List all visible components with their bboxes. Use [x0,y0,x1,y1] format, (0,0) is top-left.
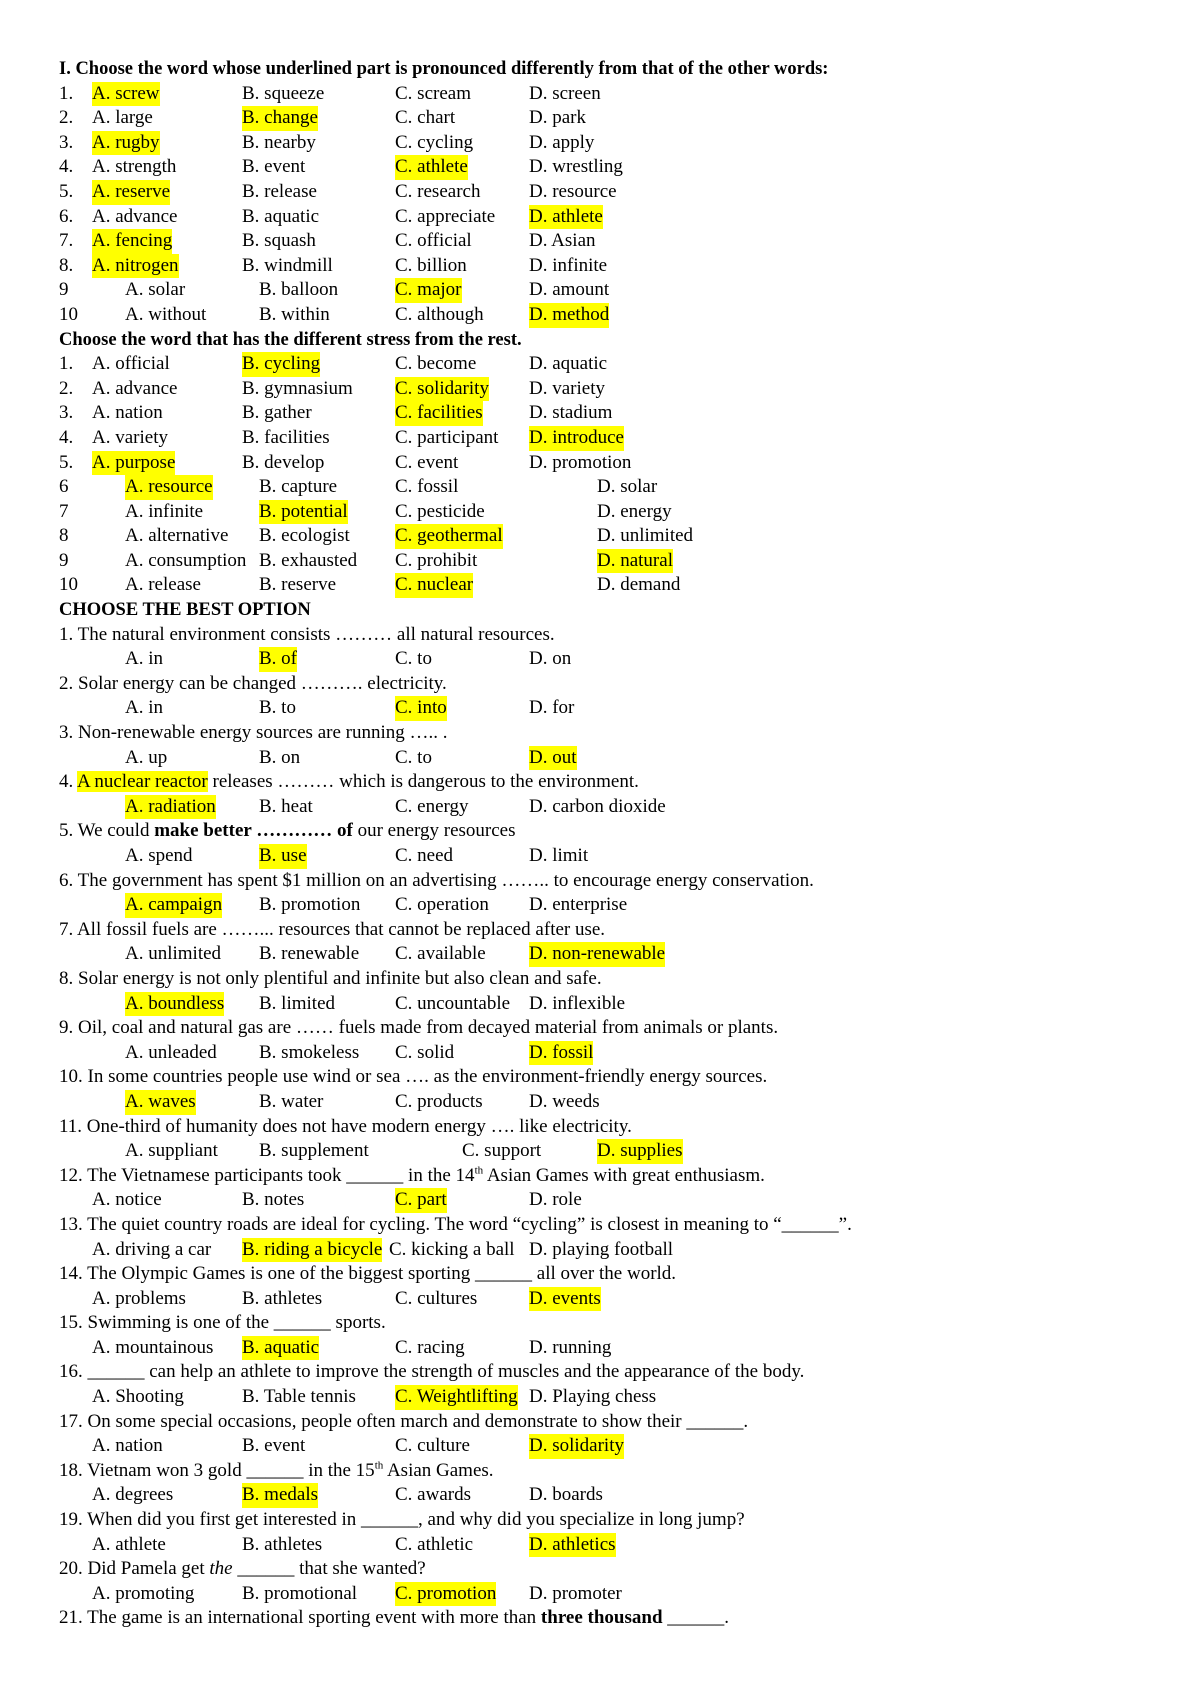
option-b: B. heat [259,795,313,817]
option-b: B. of [259,647,297,672]
option-a: A. official [92,353,170,375]
option-b: B. event [242,156,306,178]
option-d: D. enterprise [529,894,628,916]
option-c: C. awards [395,1484,471,1506]
option-b: B. cycling [242,352,320,377]
option-b: B. develop [242,451,325,473]
option-d: D. supplies [597,1139,683,1164]
option-a: A. fencing [92,229,172,254]
section2-item [59,573,1159,598]
item-number: 8. [59,254,74,276]
question-stem: 8. Solar energy is not only plentiful and infinite but also clean and safe. [59,967,602,989]
option-d: D. promotion [529,451,632,473]
option-a: A. unlimited [125,943,222,965]
option-c: C. part [395,1188,447,1213]
option-a: A. nation [92,402,163,424]
option-c: C. available [395,943,486,965]
item-number: 8 [59,525,69,547]
option-c: C. solidarity [395,377,489,402]
question-stem [59,1164,765,1189]
section2-title [59,328,1159,353]
option-b: B. athletes [242,1533,323,1555]
question-9-options [59,1041,1159,1066]
question-stem: 7. All fossil fuels are ……... resources that cannot be replaced after use. [59,918,606,940]
item-number: 7 [59,500,69,522]
option-b: B. on [259,746,301,768]
question-6 [59,869,1159,894]
option-a: A. consumption [125,549,247,571]
stem-part: 12. The Vietnamese participants took ______ in the 14 [59,1164,475,1186]
question-4 [59,770,1159,795]
option-c: C. uncountable [395,992,511,1014]
option-b: B. windmill [242,254,333,276]
option-b: B. aquatic [242,205,320,227]
section2-item [59,426,1159,451]
option-a: A. nation [92,1435,163,1457]
option-a: A. reserve [92,180,170,205]
option-a: A. driving a car [92,1238,212,1260]
section1-item [59,303,1159,328]
question-12-options [59,1188,1159,1213]
option-b: B. event [242,1435,306,1457]
option-c: C. promotion [395,1582,496,1607]
item-number: 1. [59,353,74,375]
option-d: D. carbon dioxide [529,795,666,817]
question-14 [59,1262,1159,1287]
worksheet [59,57,1159,1631]
option-d: D. unlimited [597,525,694,547]
question-7 [59,918,1159,943]
option-b: B. balloon [259,279,339,301]
option-c: C. fossil [395,476,459,498]
stem-part: Asian Games. [383,1459,494,1481]
option-a: A. without [125,303,207,325]
section2-item [59,500,1159,525]
option-b: B. water [259,1090,324,1112]
option-c: C. although [395,303,484,325]
option-c: C. scream [395,82,471,104]
option-d: D. variety [529,377,605,399]
option-c: C. need [395,845,454,866]
option-d: D. aquatic [529,353,608,375]
section1-item [59,180,1159,205]
question-stem: 19. When did you first get interested in ______, and why did you specialize in long jump? [59,1509,745,1531]
question-stem: 9. Oil, coal and natural gas are …… fuels made from decayed material from animals or plants. [59,1017,779,1039]
option-a: A. Shooting [92,1386,184,1408]
question-10 [59,1065,1159,1090]
question-17-options [59,1434,1159,1459]
option-b: B. promotional [242,1582,358,1604]
question-stem [59,1606,729,1631]
question-stem [59,770,639,795]
option-a: A. problems [92,1287,186,1309]
question-7-options [59,942,1159,967]
option-b: B. use [259,844,307,869]
question-20 [59,1557,1159,1582]
stem-part: 4. [59,771,77,793]
question-19 [59,1508,1159,1533]
section1-item [59,82,1159,107]
option-d: D. wrestling [529,156,623,178]
option-d: D. inflexible [529,992,626,1014]
option-d: D. solidarity [529,1434,624,1459]
option-c: C. kicking a ball [389,1238,515,1260]
option-c: C. pesticide [395,500,485,522]
option-d: D. playing football [529,1238,674,1260]
option-c: C. Weightlifting [395,1385,518,1410]
stem-part: th [374,1459,384,1472]
item-number: 4. [59,426,74,448]
option-a: A. unleaded [125,1041,217,1063]
question-16 [59,1360,1159,1385]
option-a: A. boundless [125,992,224,1017]
option-c: C. culture [395,1435,470,1457]
item-number: 3. [59,402,74,424]
stem-part: the [209,1558,233,1580]
option-a: A. spend [125,845,193,866]
option-d: D. role [529,1189,582,1211]
question-stem: 11. One-third of humanity does not have modern energy …. like electricity. [59,1115,632,1137]
option-a: A. alternative [125,525,229,547]
option-c: C. research [395,180,481,202]
option-d: D. infinite [529,254,608,276]
option-c: C. cultures [395,1287,478,1309]
option-d: D. resource [529,180,617,202]
option-c: C. event [395,451,459,473]
stem-part: ______. [662,1607,730,1629]
option-b: B. limited [259,992,335,1014]
option-d: D. athletics [529,1533,616,1558]
item-number: 9 [59,549,69,571]
question-stem: 1. The natural environment consists ……… all natural resources. [59,623,555,645]
option-b: B. to [259,697,296,719]
option-a: A. waves [125,1090,196,1115]
option-d: D. fossil [529,1041,593,1066]
option-d: D. natural [597,549,673,574]
question-18-options [59,1483,1159,1508]
question-21 [59,1606,1159,1631]
option-d: D. running [529,1336,612,1358]
option-b: B. smokeless [259,1041,360,1063]
option-c: C. become [395,353,477,375]
question-14-options [59,1287,1159,1312]
option-a: A. screw [92,82,160,107]
option-b: B. change [242,106,318,131]
stem-part: releases ……… which is dangerous to the environment. [207,771,639,793]
question-5-options [59,844,1159,869]
stem-part: A nuclear reactor [76,771,208,793]
section1-item [59,254,1159,279]
question-stem: 14. The Olympic Games is one of the biggest sporting ______ all over the world. [59,1263,677,1285]
option-a: A. resource [125,475,213,500]
option-d: D. screen [529,82,601,104]
option-b: B. potential [259,500,348,525]
option-a: A. release [125,574,201,596]
question-4-options [59,795,1159,820]
section2-item [59,377,1159,402]
option-c: C. billion [395,254,467,276]
option-b: B. gymnasium [242,377,353,399]
question-15 [59,1311,1159,1336]
section1-item [59,205,1159,230]
section1-item [59,229,1159,254]
option-a: A. strength [92,156,177,178]
option-a: A. advance [92,205,178,227]
option-a: A. suppliant [125,1140,218,1162]
question-11-options [59,1139,1159,1164]
option-a: A. in [125,697,163,719]
item-number: 2. [59,107,74,129]
question-stem: 17. On some special occasions, people often march and demonstrate to show their ______. [59,1410,749,1432]
option-d: D. athlete [529,205,603,230]
question-stem [59,819,515,844]
option-c: C. geothermal [395,524,503,549]
option-d: D. method [529,303,609,328]
option-d: D. on [529,648,572,670]
stem-part: three thousand [540,1607,663,1629]
section1-item [59,131,1159,156]
item-number: 9 [59,279,69,301]
stem-part: 21. The game is an international sporting event with more than [59,1607,541,1629]
question-stem: 16. ______ can help an athlete to improve the strength of muscles and the appearance of the body. [59,1361,805,1383]
option-d: D. non-renewable [529,942,665,967]
option-b: B. promotion [259,894,361,916]
option-c: C. facilities [395,401,483,426]
option-b: B. squash [242,230,316,252]
question-2 [59,672,1159,697]
option-c: C. cycling [395,131,474,153]
question-13 [59,1213,1159,1238]
option-a: A. up [125,746,168,768]
option-b: B. reserve [259,574,337,596]
question-2-options [59,696,1159,721]
item-number: 4. [59,156,74,178]
option-b: B. squeeze [242,82,325,104]
option-c: C. athletic [395,1533,474,1555]
option-a: A. degrees [92,1484,174,1506]
option-a: A. mountainous [92,1336,214,1358]
option-a: A. nitrogen [92,254,179,279]
item-number: 7. [59,230,74,252]
section-heading: Choose the word that has the different stress from the rest. [59,329,522,350]
item-number: 6. [59,205,74,227]
option-a: A. radiation [125,795,216,820]
question-15-options [59,1336,1159,1361]
option-a: A. campaign [125,893,222,918]
option-a: A. large [92,107,153,129]
question-stem: 10. In some countries people use wind or sea …. as the environment-friendly energy sources. [59,1066,768,1088]
stem-part: Asian Games with great enthusiasm. [483,1164,765,1186]
option-c: C. energy [395,795,469,817]
option-a: A. in [125,648,163,670]
option-a: A. advance [92,377,178,399]
section2-item [59,524,1159,549]
section1-item [59,155,1159,180]
option-b: B. nearby [242,131,316,153]
option-a: A. solar [125,279,186,301]
option-c: C. nuclear [395,573,473,598]
section2-item [59,352,1159,377]
question-18 [59,1459,1159,1484]
option-a: A. notice [92,1189,162,1211]
section1-item [59,106,1159,131]
section-heading: CHOOSE THE BEST OPTION [59,600,311,621]
option-b: B. athletes [242,1287,323,1309]
option-b: B. supplement [259,1140,369,1162]
item-number: 5. [59,180,74,202]
question-9 [59,1016,1159,1041]
question-stem: 6. The government has spent $1 million on an advertising …….. to encourage energy conservation. [59,869,814,891]
item-number: 1. [59,82,74,104]
question-stem: 13. The quiet country roads are ideal for cycling. The word “cycling” is closest in meaning to “______”. [59,1213,852,1235]
option-c: C. support [462,1140,542,1162]
option-d: D. amount [529,279,610,301]
option-a: A. infinite [125,500,204,522]
question-17 [59,1410,1159,1435]
section2-item [59,549,1159,574]
option-d: D. limit [529,845,589,866]
option-d: D. park [529,107,586,129]
section-heading: I. Choose the word whose underlined part is pronounced differently from that of the other words: [59,59,829,79]
stem-part: th [474,1164,484,1177]
option-b: B. within [259,303,330,325]
option-d: D. weeds [529,1090,600,1112]
question-8-options [59,992,1159,1017]
question-5 [59,819,1159,844]
question-12 [59,1164,1159,1189]
option-c: C. products [395,1090,483,1112]
section3-title [59,598,1159,623]
item-number: 6 [59,476,69,498]
option-c: C. to [395,746,432,768]
stem-part: our energy resources [352,820,516,842]
option-a: A. promoting [92,1582,195,1604]
option-b: B. Table tennis [242,1386,356,1408]
option-c: C. major [395,278,462,303]
item-number: 3. [59,131,74,153]
option-d: D. events [529,1287,601,1312]
section1-item [59,278,1159,303]
question-1 [59,623,1159,648]
option-c: C. solid [395,1041,455,1063]
option-c: C. athlete [395,155,468,180]
option-b: B. facilities [242,426,330,448]
section1-title [59,57,1159,82]
option-b: B. exhausted [259,549,358,571]
item-number: 5. [59,451,74,473]
option-d: D. for [529,697,575,719]
option-d: D. Playing chess [529,1386,657,1408]
stem-part: 18. Vietnam won 3 gold ______ in the 15 [59,1459,375,1481]
item-number: 10 [59,574,78,596]
option-b: B. renewable [259,943,360,965]
option-c: C. prohibit [395,549,478,571]
option-a: A. rugby [92,131,160,156]
section2-item [59,401,1159,426]
option-a: A. athlete [92,1533,166,1555]
option-d: D. out [529,746,577,771]
stem-part: 20. Did Pamela get [59,1558,210,1580]
option-c: C. operation [395,894,489,916]
option-b: B. aquatic [242,1336,319,1361]
option-d: D. Asian [529,230,596,252]
option-b: B. notes [242,1189,305,1211]
option-b: B. riding a bicycle [242,1238,382,1263]
question-stem: 15. Swimming is one of the ______ sports. [59,1312,386,1334]
section2-item [59,475,1159,500]
option-c: C. participant [395,426,499,448]
question-3 [59,721,1159,746]
question-10-options [59,1090,1159,1115]
question-8 [59,967,1159,992]
option-d: D. demand [597,574,681,596]
option-c: C. racing [395,1336,465,1358]
option-b: B. gather [242,402,312,424]
option-c: C. official [395,230,472,252]
option-b: B. medals [242,1483,318,1508]
option-b: B. release [242,180,317,202]
option-c: C. to [395,648,432,670]
question-19-options [59,1533,1159,1558]
option-c: C. chart [395,107,456,129]
option-a: A. purpose [92,451,175,476]
option-d: D. introduce [529,426,624,451]
stem-part: ______ that she wanted? [232,1558,426,1580]
question-stem [59,1459,494,1484]
question-11 [59,1115,1159,1140]
section2-item [59,451,1159,476]
question-stem: 3. Non-renewable energy sources are running ….. . [59,722,448,744]
question-20-options [59,1582,1159,1607]
option-d: D. boards [529,1484,603,1506]
question-stem [59,1557,426,1582]
option-d: D. stadium [529,402,613,424]
item-number: 10 [59,303,78,325]
question-13-options [59,1238,1159,1263]
stem-part: make better ………… of [154,820,353,842]
option-d: D. energy [597,500,672,522]
option-c: C. appreciate [395,205,496,227]
option-a: A. variety [92,426,168,448]
option-d: D. promoter [529,1582,622,1604]
option-b: B. capture [259,476,338,498]
question-6-options [59,893,1159,918]
option-d: D. apply [529,131,595,153]
option-b: B. ecologist [259,525,350,547]
option-c: C. into [395,696,447,721]
question-1-options [59,647,1159,672]
stem-part: 5. We could [59,820,155,842]
question-stem: 2. Solar energy can be changed ………. electricity. [59,672,447,694]
question-16-options [59,1385,1159,1410]
item-number: 2. [59,377,74,399]
question-3-options [59,746,1159,771]
option-d: D. solar [597,476,658,498]
